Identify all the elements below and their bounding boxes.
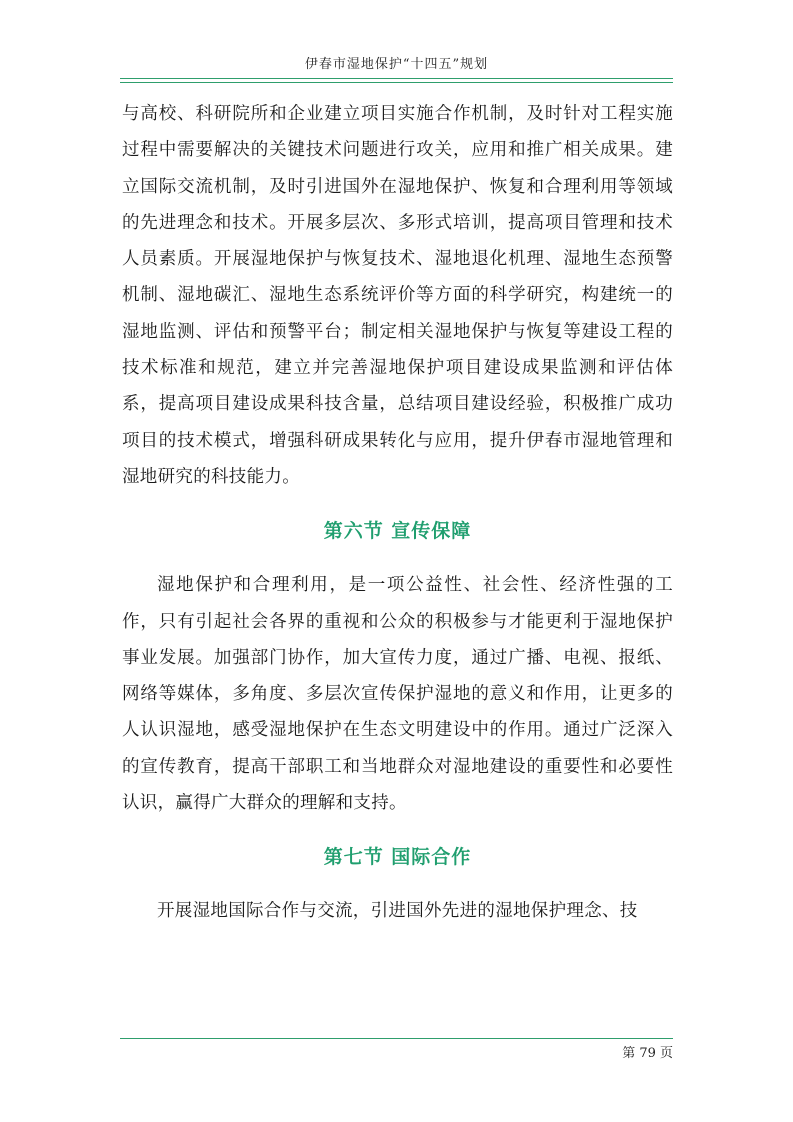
body-paragraph-continued: 与高校、科研院所和企业建立项目实施合作机制，及时针对工程实施过程中需要解决的关键技术问题进行攻关，应用和推广相关成果。建立国际交流机制，及时引进国外在湿地保护、恢复和合理利用等领域的先进理念和技术。开展多层次、多形式培训，提高项目管理和技术人员素质。开展湿地保护与恢复技术、湿地退化机理、湿地生态预警机制、湿地碳汇、湿地生态系统评价等方面的科学研究，构建统一的湿地监测、评估和预警平台；制定相关湿地保护与恢复等建设工程的技术标准和规范，建立并完善湿地保护项目建设成果监测和评估体系，提高项目建设成果科技含量，总结项目建设经验，积极推广成功项目的技术模式，增强科研成果转化与应用，提升伊春市湿地管理和湿地研究的科技能力。 <box>122 104 673 487</box>
section-heading-international: 第七节 国际合作 <box>323 846 472 869</box>
page-number: 第 79 页 <box>622 1046 673 1061</box>
footer-divider <box>120 1038 673 1039</box>
section-heading-publicity: 第六节 宣传保障 <box>323 520 472 543</box>
body-paragraph-publicity: 湿地保护和合理利用，是一项公益性、社会性、经济性强的工作，只有引起社会各界的重视和公众的积极参与才能更利于湿地保护事业发展。加强部门协作，加大宣传力度，通过广播、电视、报纸、网络等媒体，多角度、多层次宣传保护湿地的意义和作用，让更多的人认识湿地，感受湿地保护在生态文明建设中的作用。通过广泛深入的宣传教育，提高干部职工和当地群众对湿地建设的重要性和必要性认识，赢得广大群众的理解和支持。 <box>122 575 673 814</box>
running-header: 伊春市湿地保护“十四五”规划 <box>304 57 489 72</box>
header-divider-top <box>120 78 673 79</box>
header-divider-bottom <box>120 82 673 83</box>
page-body <box>122 96 673 930</box>
body-paragraph-international: 开展湿地国际合作与交流，引进国外先进的湿地保护理念、技 <box>157 901 638 922</box>
